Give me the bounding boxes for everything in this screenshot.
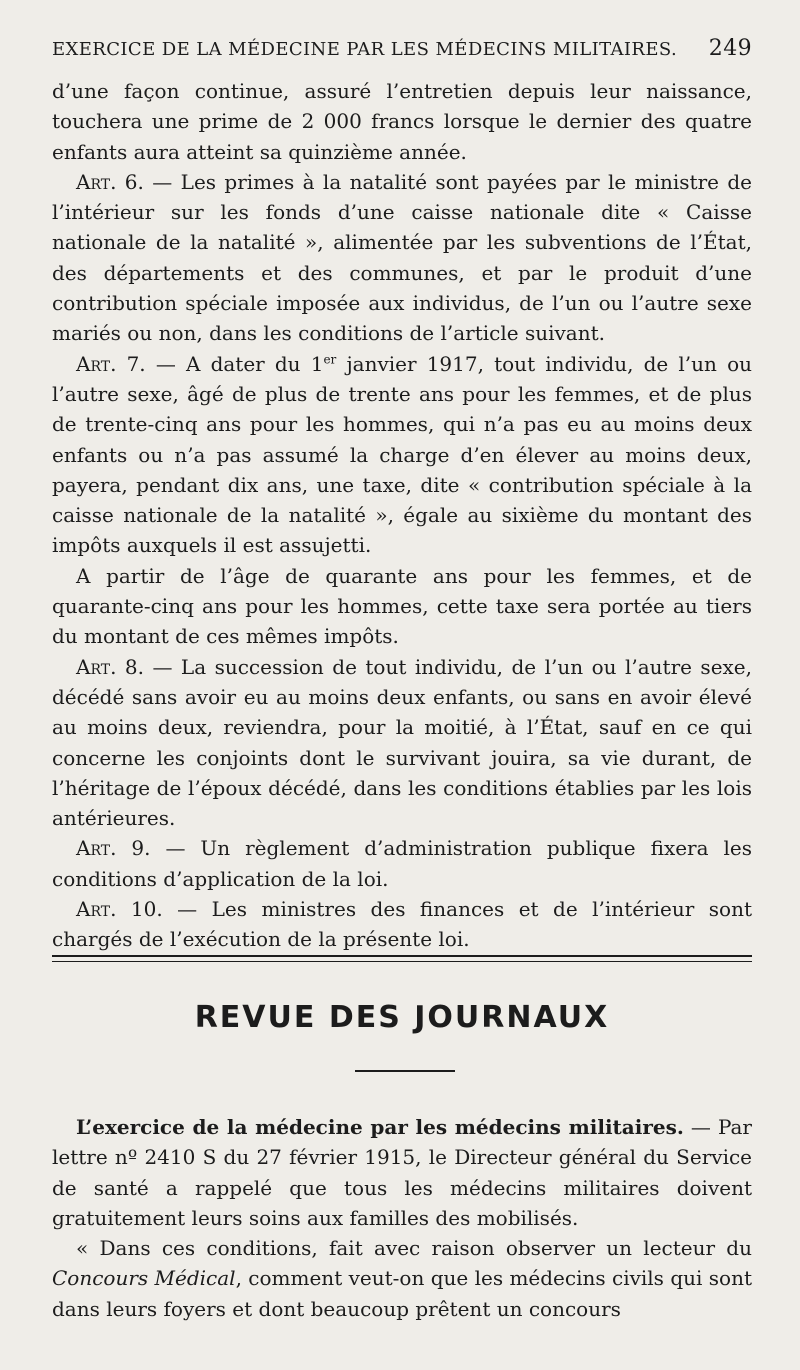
title-underline [355, 1070, 455, 1072]
review-paragraph-1 [52, 1112, 752, 1233]
article-10-text: — Les ministres des finances et de l’intérieur sont chargés de l’exécution de la présente loi. [52, 897, 752, 952]
section-divider [52, 955, 752, 962]
article-8-label: Art. 8. [76, 654, 144, 679]
review-paragraph-2 [52, 1233, 752, 1324]
article-6 [52, 167, 752, 349]
journal-title: Concours Médical [52, 1266, 236, 1291]
review-body [52, 1112, 752, 1324]
article-body [52, 76, 752, 955]
review-paragraph-2-pre: « Dans ces conditions, fait avec raison observer un lecteur du [76, 1236, 752, 1261]
article-6-text: — Les primes à la natalité sont payées par le ministre de l’intérieur sur les fonds d’une caisse nationale dite « Caisse nationale de la natalité », alimentée par les subventions de l’État, des départements et des communes, et par le produit d’une contribution spéciale imposée aux individus, de l’un ou l’autre sexe mariés ou non, dans les conditions de l’article suivant. [52, 169, 752, 346]
review-lead: L’exercice de la médecine par les médecins militaires. [76, 1115, 684, 1139]
article-9 [52, 833, 752, 894]
header-title: EXERCICE DE LA MÉDECINE PAR LES MÉDECINS MILITAIRES. [52, 39, 678, 60]
article-7-text: janvier 1917, tout individu, de l’un ou l’autre sexe, âgé de plus de trente ans pour les femmes, et de plus de trente-cinq ans pour les hommes, qui n’a pas eu au moins deux enfants ou n’a pas assumé la charge d’en élever au moins deux, payera, pendant dix ans, une taxe, dite « contribution spéciale à la caisse nationale de la natalité », égale au sixième du montant des impôts auxquels il est assujetti. [52, 351, 752, 558]
article-6-label: Art. 6. [76, 169, 144, 194]
article-8-text: — La succession de tout individu, de l’un ou l’autre sexe, décédé sans avoir eu au moins deux enfants, ou sans en avoir élevé au moins deux, reviendra, pour la moitié, à l’État, sauf en ce qui concerne les conjoints dont le survivant jouira, sa vie durant, de l’héritage de l’époux décédé, dans les conditions établies par les lois antérieures. [52, 654, 752, 831]
article-7-superscript: er [323, 352, 337, 367]
article-8 [52, 652, 752, 834]
article-9-label: Art. 9. [76, 836, 151, 861]
review-paragraph-1-text: — Par lettre nº 2410 S du 27 février 1915, le Directeur général du Service de santé a rappelé que tous les médecins militaires doivent gratuitement leurs soins aux familles des mobilisés. [52, 1115, 752, 1230]
article-7-label: Art. 7. [76, 351, 146, 376]
article-10 [52, 894, 752, 955]
paragraph-continuation: d’une façon continue, assuré l’entretien depuis leur naissance, touchera une prime de 2 000 francs lorsque le dernier des quatre enfants aura atteint sa quinzième année. [52, 79, 752, 164]
article-7 [52, 349, 752, 561]
paragraph-age: A partir de l’âge de quarante ans pour les femmes, et de quarante-cinq ans pour les hommes, cette taxe sera portée au tiers du montant de ces mêmes impôts. [52, 563, 752, 649]
running-header [52, 36, 752, 61]
review-paragraph-2-post: , comment veut-on que les médecins civils qui sont dans leurs foyers et dont beaucoup prêtent un concours [52, 1266, 752, 1321]
section-title: REVUE DES JOURNAUX [194, 1000, 610, 1035]
article-7-date-prefix: — A dater du 1 [145, 351, 324, 376]
article-10-label: Art. 10. [76, 897, 163, 922]
article-9-text: — Un règlement d’administration publique fixera les conditions d’application de la loi. [52, 836, 752, 891]
page-number: 249 [708, 36, 752, 61]
